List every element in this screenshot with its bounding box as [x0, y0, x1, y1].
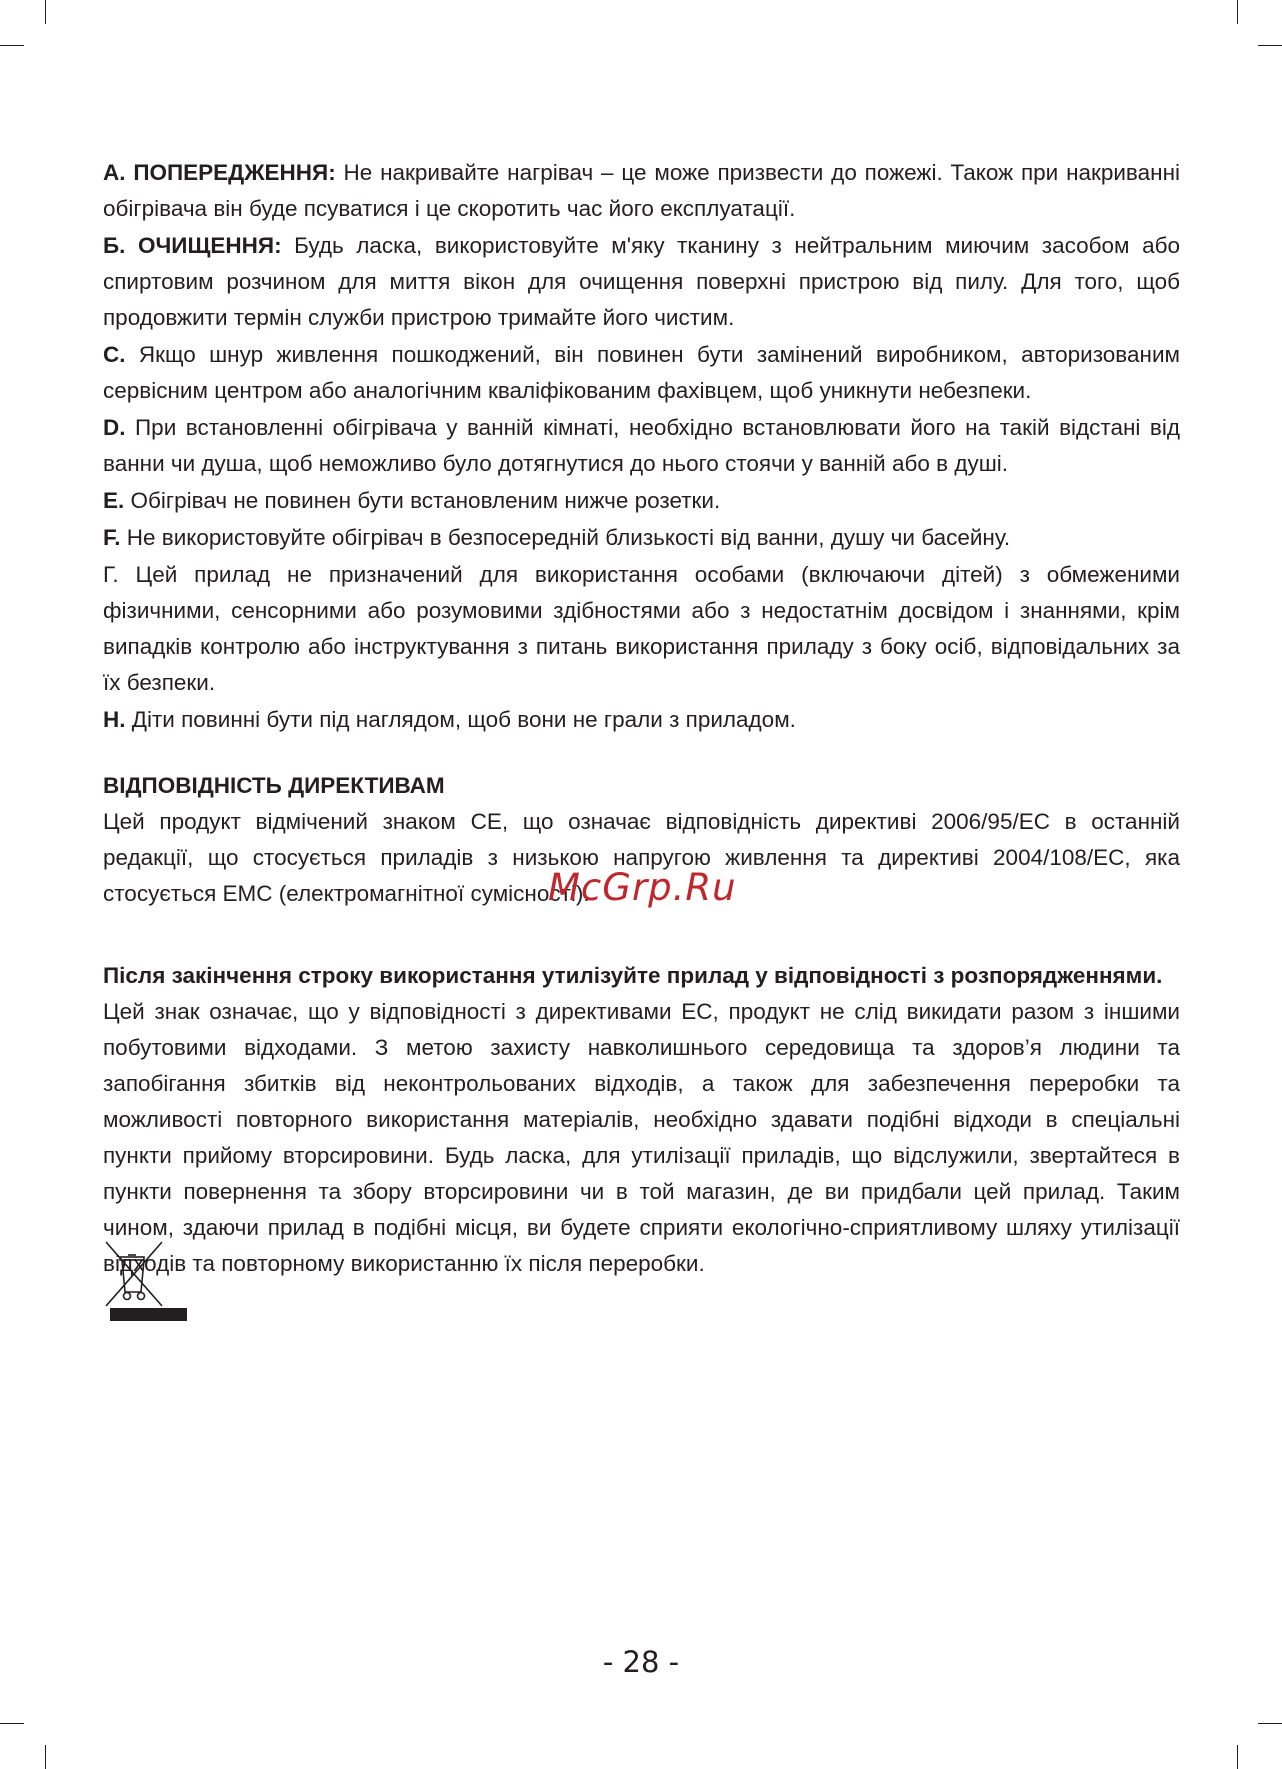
- warning-h-label: H.: [103, 707, 126, 732]
- crop-mark: [1237, 0, 1238, 24]
- warning-a-text: Не накривайте нагрівач – це може призвести до пожежі. Також при накриванні обігрівача він буде псуватися і це скоротить час його експлуатації.: [103, 160, 1180, 221]
- crop-mark: [1237, 1745, 1238, 1769]
- warning-f-label: F.: [103, 525, 121, 550]
- warning-b-text: Будь ласка, використовуйте м'яку тканину з нейтральним миючим засобом або спиртовим розчином для миття вікон для очищення поверхні пристрою від пилу. Для того, щоб продовжити термін служби пристрою тримайте його чистим.: [103, 233, 1180, 330]
- warning-c-text: Якщо шнур живлення пошкоджений, він повинен бути замінений виробником, авторизованим сервісним центром або аналогічним кваліфікованим фахівцем, щоб уникнути небезпеки.: [103, 342, 1180, 403]
- crop-mark: [1258, 1723, 1282, 1724]
- weee-bar: [110, 1308, 187, 1321]
- disposal-section: [103, 958, 1180, 1282]
- warning-c-label: C.: [103, 342, 126, 367]
- warning-b: [103, 228, 1180, 336]
- crop-mark: [0, 45, 24, 46]
- crop-mark: [1258, 45, 1282, 46]
- warning-e: [103, 483, 1180, 519]
- warning-h: [103, 702, 1180, 738]
- warning-c: [103, 337, 1180, 409]
- warning-d-label: D.: [103, 415, 126, 440]
- crossed-out-wheelie-bin-icon: [104, 1240, 166, 1318]
- warning-f: [103, 520, 1180, 556]
- warnings-list: [103, 155, 1180, 738]
- directives-text: Цей продукт відмічений знаком СЕ, що означає відповідність директиві 2006/95/ЕС в останній редакції, що стосується приладів з низькою напругою живлення та директиві 2004/108/ЕС, яка стосується ЕМС (електромагнітної сумісності).: [103, 809, 1180, 906]
- crop-mark: [45, 0, 46, 24]
- warning-a: [103, 155, 1180, 227]
- warning-e-label: E.: [103, 488, 125, 513]
- warning-f-text: Не використовуйте обігрівач в безпосередній близькості від ванни, душу чи басейну.: [120, 525, 1011, 550]
- crop-mark: [45, 1745, 46, 1769]
- warning-g-text: Г. Цей прилад не призначений для використання особами (включаючи дітей) з обмеженими фізичними, сенсорними або розумовими здібностями або з недостатнім досвідом і знаннями, крім випадків контролю або інструктування з питань використання приладу з боку осіб, відповідальних за їх безпеки.: [103, 562, 1180, 695]
- disposal-title: Після закінчення строку використання утилізуйте прилад у відповідності з розпорядженнями.: [103, 963, 1163, 988]
- warning-b-label: Б. ОЧИЩЕННЯ:: [103, 233, 282, 258]
- crop-mark: [0, 1723, 24, 1724]
- warning-h-text: Діти повинні бути під наглядом, щоб вони не грали з приладом.: [125, 707, 796, 732]
- directives-title: ВІДПОВІДНІСТЬ ДИРЕКТИВАМ: [103, 773, 445, 798]
- disposal-text: Цей знак означає, що у відповідності з директивами ЕС, продукт не слід викидати разом з іншими побутовими відходами. З метою захисту навколишнього середовища та здоров’я людини та запобігання збитків від неконтрольованих відходів, а також для забезпечення переробки та можливості повторного використання матеріалів, необхідно здавати подібні відходи в спеціальні пункти прийому вторсировини. Будь ласка, для утилізації приладів, що відслужили, звертайтеся в пункти повернення та збору вторсировини чи в той магазин, де ви придбали цей прилад. Таким чином, здаючи прилад в подібні місця, ви будете сприяти екологічно-сприятливому шляху утилізації відходів та повторному використанню їх після переробки.: [103, 999, 1180, 1276]
- page-content: [103, 155, 1180, 1282]
- warning-e-text: Обігрівач не повинен бути встановленим нижче розетки.: [124, 488, 721, 513]
- page-number: - 28 -: [602, 1645, 680, 1679]
- warning-a-label: A. ПОПЕРЕДЖЕННЯ:: [103, 160, 336, 185]
- warning-g: [103, 557, 1180, 701]
- warning-d-text: При встановленні обігрівача у ванній кімнаті, необхідно встановлювати його на такій відстані від ванни чи душа, щоб неможливо було дотягнутися до нього стоячи у ванній або в душі.: [103, 415, 1180, 476]
- warning-d: [103, 410, 1180, 482]
- watermark: McGrp.Ru: [548, 866, 737, 909]
